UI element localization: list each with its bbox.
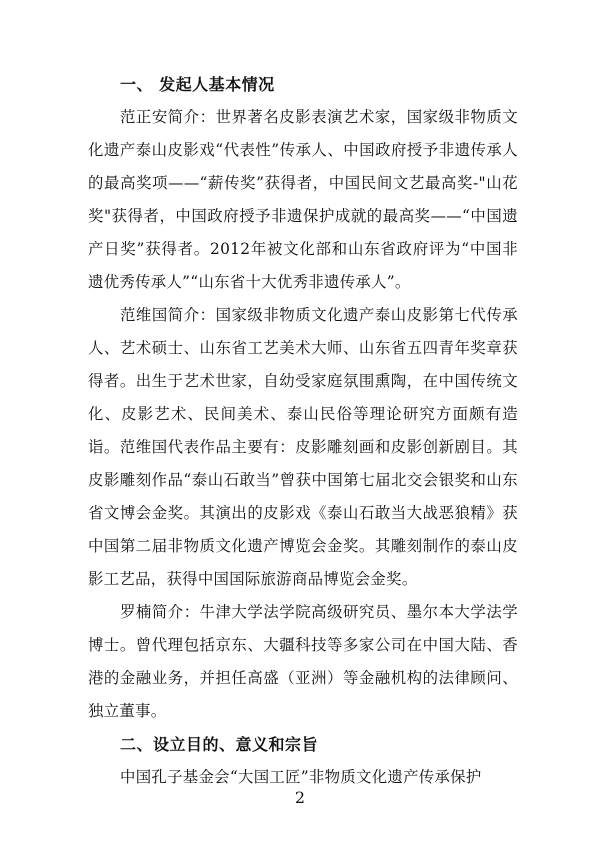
page-number: 2 <box>294 788 306 807</box>
paragraph-purpose-intro: 中国孔子基金会“大国工匠”非物质文化遗产传承保护 <box>120 768 482 786</box>
paragraph-fan-weiguo-bio: 范维国简介：国家级非物质文化遗产泰山皮影第七代传承人、艺术硕士、山东省工艺美术大师、山东省五四青年奖章获得者。出生于艺术世家，自幼受家庭氛围熏陶，在中国传统文化、皮影艺术、民间美术、泰山民俗等理论研究方面颇有造诣。范维国代表作品主要有：皮影雕刻画和皮影创新剧目。其皮影雕刻作品“泰山石敢当”曾获中国第七届北交会银奖和山东省文博会金奖。其演出的皮影戏《泰山石敢当大战恶狼精》获中国第二届非物质文化遗产博览会金奖。其雕刻制作的泰山皮影工艺品，获得中国国际旅游商品博览会金奖。 <box>88 306 518 588</box>
document-body <box>88 68 518 794</box>
section-heading-purpose: 二、设立目的、意义和宗旨 <box>120 735 319 754</box>
paragraph-fan-zhengan-bio: 范正安简介：世界著名皮影表演艺术家，国家级非物质文化遗产泰山皮影戏“代表性”传承人、中国政府授予非遗传承人的最高奖项——“薪传奖”获得者，中国民间文艺最高奖-"山花奖"获得者，中国政府授予非遗保护成就的最高奖——“中国遗产日奖”获得者。2012年被文化部和山东省政府评为“中国非遗优秀传承人”“山东省十大优秀非遗传承人”。 <box>88 108 518 291</box>
paragraph-luo-nan-bio: 罗楠简介：牛津大学法学院高级研究员、墨尔本大学法学博士。曾代理包括京东、大疆科技等多家公司在中国大陆、香港的金融业务，并担任高盛（亚洲）等金融机构的法律顾问、独立董事。 <box>88 603 518 720</box>
section-heading-founders: 一、 发起人基本情况 <box>120 75 275 94</box>
